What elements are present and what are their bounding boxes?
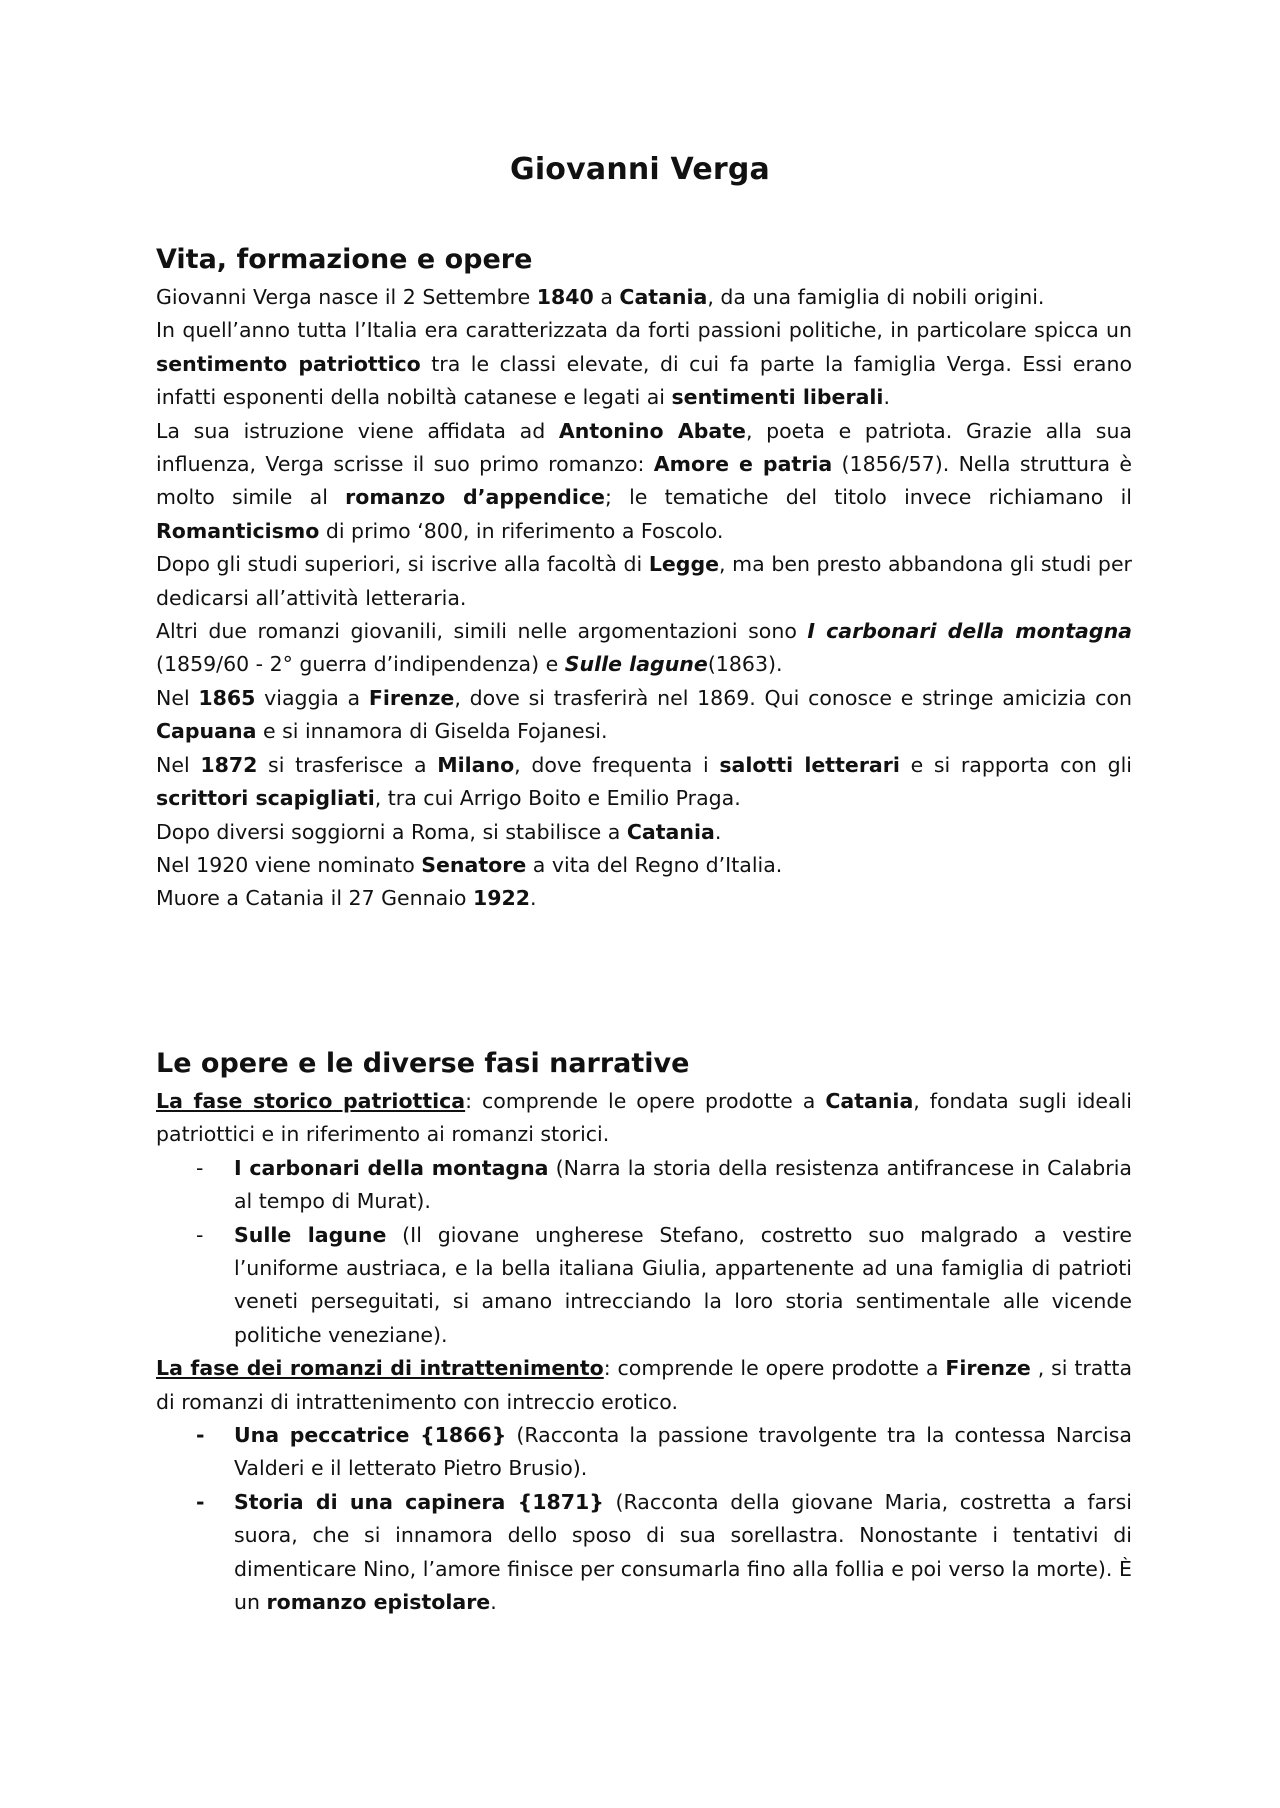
dash-bullet-icon: - — [196, 1489, 205, 1514]
text-run: , poeta e patriota. Grazie alla sua influenza, Verga scrisse il suo primo romanzo: — [156, 418, 1132, 477]
list-item — [156, 1419, 1132, 1486]
bold-text: Firenze — [368, 685, 455, 710]
bold-text: Una peccatrice {1866} — [234, 1423, 507, 1448]
bold-text: Legge — [648, 552, 720, 577]
text-run: (1859/60 - 2° guerra d’indipendenza) e — [156, 652, 565, 677]
text-run: ; le tematiche del titolo invece richiamano il — [604, 485, 1132, 510]
bold-italic-text: Sulle lagune — [564, 652, 708, 677]
document-title: Giovanni Verga — [510, 152, 770, 187]
paragraph — [156, 849, 1132, 882]
phase-label: La fase storico patriottica — [156, 1089, 466, 1113]
paragraph — [156, 816, 1132, 849]
paragraph — [156, 682, 1132, 749]
bold-text: 1922 — [472, 886, 531, 911]
text-run: si trasferisce a — [257, 752, 438, 777]
section-body — [156, 281, 1132, 916]
bold-italic-text: I carbonari della montagna — [807, 619, 1132, 644]
bold-text: romanzo epistolare — [266, 1590, 491, 1615]
text-run: Dopo diversi soggiorni a Roma, si stabilisce a — [156, 819, 627, 844]
text-run: , fondata sugli ideali patriottici e in riferimento ai romanzi storici. — [156, 1089, 1132, 1147]
bold-text: Storia di una capinera {1871} — [234, 1489, 604, 1514]
bold-text: Catania — [626, 819, 715, 844]
bold-text: 1840 — [536, 285, 594, 309]
text-run: Giovanni Verga nasce il 2 Settembre — [156, 285, 537, 309]
text-run: Altri due romanzi giovanili, simili nelle argomentazioni sono — [156, 619, 808, 644]
text-run: : comprende le opere prodotte a — [603, 1356, 946, 1381]
text-run: e si rapporta con gli — [899, 752, 1132, 777]
text-run: . — [714, 819, 722, 844]
paragraph — [156, 548, 1132, 615]
text-run: Nel — [156, 752, 201, 777]
bold-text: Capuana — [156, 719, 257, 744]
phase-label: La fase dei romanzi di intrattenimento — [156, 1356, 604, 1381]
text-run: , ma ben presto abbandona gli studi per dedicarsi all’attività letteraria. — [156, 552, 1132, 610]
text-run: (Il giovane ungherese Stefano, costretto suo malgrado a vestire l’uniforme austriaca, e la bella italiana Giulia, appartenente ad una famiglia di patrioti veneti perseguitati, si amano intrecciando la loro storia sentimentale alle vicende politiche veneziane). — [234, 1222, 1132, 1347]
list-item — [156, 1219, 1132, 1353]
text-run: di primo ‘800, in riferimento a Foscolo. — [319, 518, 724, 543]
bold-text: romanzo d’appendice — [345, 485, 605, 510]
bold-text: Romanticismo — [156, 518, 320, 543]
bold-text: scrittori scapigliati — [156, 786, 375, 811]
section-heading: Le opere e le diverse fasi narrative — [156, 1048, 690, 1079]
text-run: La sua istruzione viene affidata ad — [156, 418, 559, 443]
bold-text: Firenze — [945, 1356, 1031, 1381]
bold-text: sentimento patriottico — [156, 351, 421, 376]
phase-paragraph — [156, 1352, 1132, 1419]
paragraph — [156, 615, 1132, 682]
text-run: , dove si trasferirà nel 1869. Qui conosce e stringe amicizia con — [454, 685, 1132, 710]
text-run: (1856/57). Nella struttura è molto simile al — [156, 452, 1132, 510]
text-run: (Racconta della giovane Maria, costretta a farsi suora, che si innamora dello sposo di sua sorellastra. Nonostante i tentativi di dimenticare Nino, l’amore finisce per consumarla fino alla follia e poi verso la morte). È un — [234, 1489, 1132, 1615]
bold-text: 1865 — [198, 685, 256, 710]
text-run: , tra cui Arrigo Boito e Emilio Praga. — [374, 786, 741, 811]
dash-bullet-icon: - — [196, 1155, 204, 1180]
dash-bullet-icon: - — [196, 1423, 205, 1448]
paragraph — [156, 281, 1132, 314]
bold-text: Sulle lagune — [234, 1222, 387, 1247]
text-run: Muore a Catania il 27 Gennaio — [156, 886, 473, 911]
bold-text: Catania — [619, 285, 708, 309]
bold-text: 1872 — [200, 752, 258, 777]
section-life — [156, 242, 1132, 916]
text-run: , dove frequenta i — [514, 752, 720, 777]
text-run: : comprende le opere prodotte a — [465, 1089, 826, 1113]
text-run: In quell’anno tutta l’Italia era caratterizzata da forti passioni politiche, in particolare spicca un — [156, 318, 1132, 343]
works-list — [156, 1152, 1132, 1352]
text-run: a vita del Regno d’Italia. — [526, 852, 783, 877]
works-list — [156, 1419, 1132, 1619]
section-heading: Vita, formazione e opere — [156, 244, 533, 275]
section-works — [156, 1046, 1132, 1620]
list-item — [156, 1486, 1132, 1620]
text-run: (Narra la storia della resistenza antifrancese in Calabria al tempo di Murat). — [234, 1155, 1132, 1214]
text-run: (Racconta la passione travolgente tra la contessa Narcisa Valderi e il letterato Pietro Brusio). — [234, 1423, 1132, 1481]
text-run: Nel — [156, 685, 199, 710]
text-run: . — [883, 385, 890, 410]
bold-text: I carbonari della montagna — [234, 1155, 549, 1180]
bold-text: sentimenti liberali — [671, 385, 884, 410]
text-run: e si innamora di Giselda Fojanesi. — [256, 719, 608, 744]
text-run: . — [530, 886, 537, 911]
text-run: . — [490, 1590, 497, 1615]
bold-text: Senatore — [421, 852, 527, 877]
bold-text: salotti letterari — [719, 752, 900, 777]
paragraph — [156, 882, 1132, 915]
bold-text: Milano — [437, 752, 515, 777]
bold-text: Amore e patria — [653, 452, 833, 477]
text-run: (1863). — [707, 652, 783, 677]
text-run: Dopo gli studi superiori, si iscrive alla facoltà di — [156, 552, 649, 577]
paragraph — [156, 314, 1132, 414]
text-run: viaggia a — [255, 685, 369, 710]
text-run: a — [593, 285, 620, 309]
dash-bullet-icon: - — [196, 1222, 204, 1247]
phase-paragraph — [156, 1085, 1132, 1152]
bold-text: Catania — [825, 1089, 914, 1113]
list-item — [156, 1152, 1132, 1219]
text-run: , si tratta di romanzi di intrattenimento con intreccio erotico. — [156, 1356, 1133, 1414]
text-run: , da una famiglia di nobili origini. — [707, 285, 1045, 309]
paragraph — [156, 415, 1132, 549]
bold-text: Antonino Abate — [558, 418, 746, 443]
text-run: tra le classi elevate, di cui fa parte la famiglia Verga. Essi erano infatti esponenti della nobiltà catanese e legati ai — [156, 351, 1132, 410]
paragraph — [156, 749, 1132, 816]
text-run: Nel 1920 viene nominato — [156, 852, 422, 877]
